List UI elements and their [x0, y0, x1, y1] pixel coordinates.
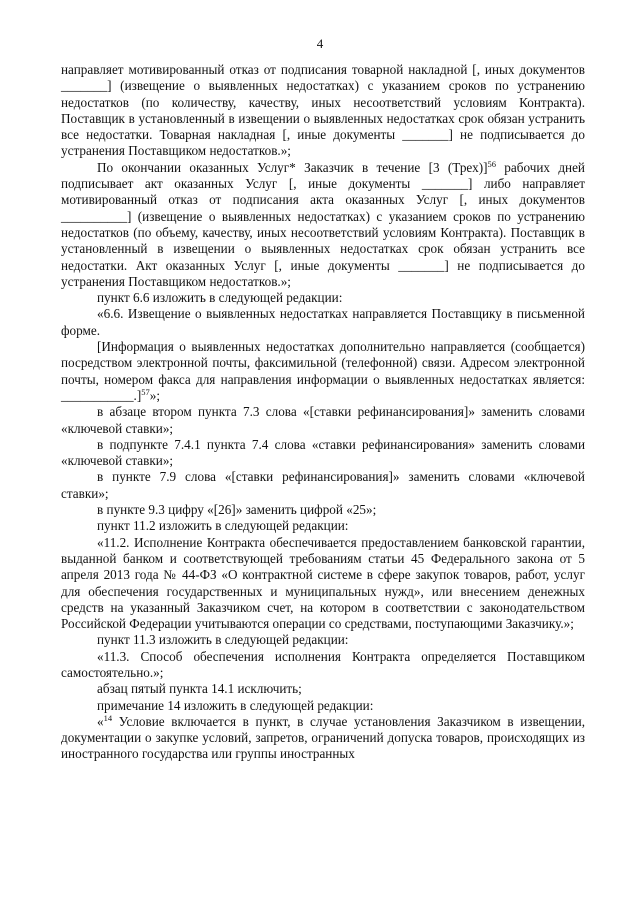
paragraph-text: пункт 6.6 изложить в следующей редакции:: [97, 290, 343, 306]
paragraph: [61, 649, 585, 682]
paragraph-text: «11.3. Способ обеспечения исполнения Контракта определяется Поставщиком самостоятельно.»;: [61, 648, 585, 680]
paragraph: [61, 339, 585, 404]
paragraph-text: примечание 14 изложить в следующей редакции:: [97, 697, 374, 713]
paragraph-text: «6.6. Извещение о выявленных недостатках направляется Поставщику в письменной форме.: [61, 306, 585, 338]
paragraph-text: «11.2. Исполнение Контракта обеспечивается предоставлением банковской гарантии, выданной банком и соответствующей требованиям статьи 45 Федерального закона от 5 апреля 2013 года № 44-ФЗ «О контрактной системе в сфере закупок товаров, работ, услуг для обеспечения государственных и муниципальных нужд», или внесением денежных средств на указанный Заказчиком счет, на котором в соответствии с законодательством Российской Федерации учитываются операции со средствами, поступающими Заказчику.»;: [61, 534, 585, 632]
paragraph: [61, 437, 585, 470]
paragraph: [61, 518, 585, 534]
paragraph-text: По окончании оказанных Услуг* Заказчик в течение [3 (Трех)]: [97, 159, 488, 175]
paragraph: [61, 160, 585, 290]
paragraph: [61, 681, 585, 697]
paragraph-text: пункт 11.3 изложить в следующей редакции:: [97, 632, 349, 648]
paragraph-text: [Информация о выявленных недостатках дополнительно направляется (сообщается) посредством электронной почты, факсимильной (телефонной) связи. Адресом электронной почты, номером факса для направления информации о выявленных недостатках является: ___________.]: [61, 339, 585, 403]
paragraph: [61, 632, 585, 648]
page-number: 4: [316, 36, 324, 51]
paragraph-text: направляет мотивированный отказ от подписания товарной накладной [, иных документов _______] (извещение о выявленных недостатках) с указанием сроков по устранению недостатков (по количеству, качеству, иных несоответствий условиям Контракта). Поставщик в установленный в извещении о выявленных недостатках срок обязан устранить все недостатки. Товарная накладная [, иные документы _______] не подписывается до устранения Поставщиком недостатков.»;: [61, 62, 585, 159]
footnote-marker: 56: [487, 158, 496, 169]
paragraph: [61, 306, 585, 339]
paragraph-text: в подпункте 7.4.1 пункта 7.4 слова «ставки рефинансирования» заменить словами «ключевой ставки»;: [61, 436, 585, 469]
paragraph-text: в пункте 9.3 цифру «[26]» заменить цифрой «25»;: [97, 502, 377, 518]
paragraph-text: «: [97, 713, 104, 729]
paragraph-text: рабочих дней подписывает акт оказанных Услуг [, иные документы _______] либо направляет мотивированный отказ от подписания акта оказанных Услуг [, иных документов __________] (извещение о выявленных недостатках) с указанием сроков по устранению недостатков (по объему, качеству, иных несоответствий условиям Контракта). Поставщик в установленный в извещении о выявленных недостатках срок обязан устранить все недостатки. Акт оказанных Услуг [, иные документы _______] не подписывается до устранения Поставщиком недостатков.»;: [61, 159, 585, 289]
document-body: [61, 62, 585, 763]
paragraph: [61, 62, 585, 160]
paragraph: [61, 714, 585, 763]
paragraph-text: в пункте 7.9 слова «[ставки рефинансирования]» заменить словами «ключевой ставки»;: [61, 469, 585, 501]
footnote-marker: 14: [103, 712, 113, 723]
paragraph: [61, 535, 585, 633]
paragraph-text: »;: [149, 387, 160, 403]
paragraph-text: Условие включается в пункт, в случае установления Заказчиком в извещении, документации о закупке условий, запретов, ограничений допуска товаров, происходящих из иностранного государства или группы иностранных: [61, 713, 585, 762]
paragraph-text: в абзаце втором пункта 7.3 слова «[ставки рефинансирования]» заменить словами «ключевой ставки»;: [61, 404, 585, 436]
paragraph-text: абзац пятый пункта 14.1 исключить;: [97, 681, 302, 697]
footnote-marker: 57: [141, 386, 150, 397]
paragraph: [61, 502, 585, 518]
paragraph: [61, 469, 585, 502]
paragraph: [61, 404, 585, 437]
paragraph-text: пункт 11.2 изложить в следующей редакции:: [97, 518, 349, 534]
paragraph: [61, 698, 585, 714]
paragraph: [61, 290, 585, 306]
